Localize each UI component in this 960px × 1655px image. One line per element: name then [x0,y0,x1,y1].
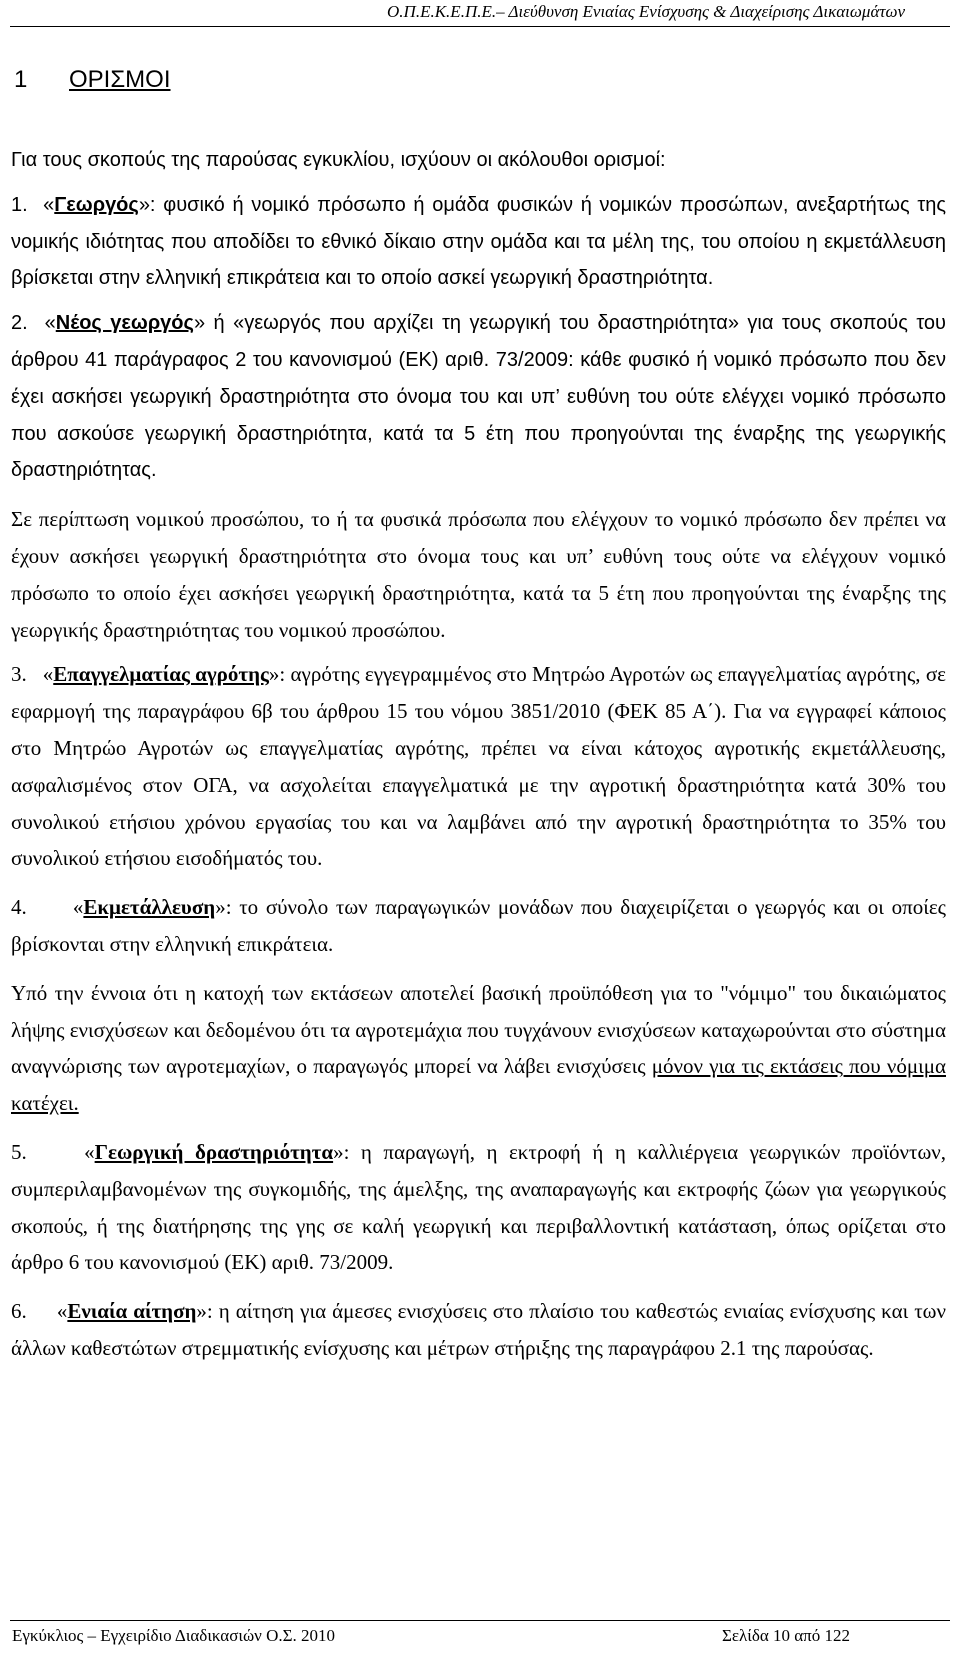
definition-text: »: η αίτηση για άμεσες ενισχύσεις στο πλαίσιο του καθεστώς ενιαίας ενίσχυσης και των άλλων καθεστώτων στρεμματικής ενίσχυσης και μέτρων στήριξης της παραγράφου 2.1 της παρούσας. [11,1299,946,1360]
definition-text: »: αγρότης εγγεγραμμένος στο Μητρώο Αγροτών ως επαγγελματίας αγρότης, σε εφαρμογή της παραγράφου 6β του άρθρου 15 του νόμου 3851/2010 (ΦΕΚ 85 Α΄). Για να εγγραφεί κάποιος στο Μητρώο Αγροτών ως επαγγελματίας αγρότης, πρέπει να είναι κάτοχος αγροτικής εκμετάλλευσης, ασφαλισμένος στον ΟΓΑ, να ασχολείται επαγγελματικά με την αγροτική δραστηριότητα κατά 30% του συνολικού ετήσιου χρόνου εργασίας του και να λαμβάνει από την αγροτική δραστηριότητα το 35% του συνολικού ετήσιου εισοδήματός του. [11,662,946,871]
definition-4: 4. «Εκμετάλλευση»: το σύνολο των παραγωγικών μονάδων που διαχειρίζεται ο γεωργός και οι οποίες βρίσκονται στην ελληνική επικράτεια. [11,895,946,956]
definition-text: »: η παραγωγή, η εκτροφή ή η καλλιέργεια γεωργικών προϊόντων, συμπεριλαμβανομένων της συγκομιδής, της άμελξης, της αναπαραγωγής και εκτροφής ζώων για γεωργικούς σκοπούς, ή της διατήρησης της γης σε καλή γεωργική και περιβαλλοντική κατάσταση, όπως ορίζεται στο άρθρο 6 του κανονισμού (ΕΚ) αριθ. 73/2009. [11,1139,947,1275]
definition-2-extra: Σε περίπτωση νομικού προσώπου, το ή τα φυσικά πρόσωπα που ελέγχουν το νομικό πρόσωπο δεν πρέπει να έχουν ασκήσει γεωργική δραστηριότητα στο όνομα τους και υπ’ ευθύνη τους ούτε να ελέγχουν νομικό πρόσωπο το οποίο έχει ασκήσει γεωργική δραστηριότητα, κατά τα 5 έτη που προηγούνται της έναρξης της γεωργικής δραστηριότητας του νομικού προσώπου. [11,507,946,642]
section-title: ΟΡΙΣΜΟΙ [69,66,171,93]
header-rule [10,26,950,27]
definition-text: »: φυσικό ή νομικό πρόσωπο ή ομάδα φυσικών ή νομικών προσώπων, ανεξαρτήτως της νομικής ιδιότητας που αποδίδει το εθνικό δίκαιο στην ομάδα και τα μέλη της, του οποίου η εκμετάλλευση βρίσκεται στην ελληνική επικράτεια και το οποίο ασκεί γεωργική δραστηριότητα. [11,193,946,290]
footer-page-number: Σελίδα 10 από 122 [721,1626,850,1645]
definition-extra-underlined: μόνον για τις εκτάσεις που νόμιμα κατέχει. [11,1054,946,1116]
definition-number: 5. [11,1139,27,1164]
definition-4-extra [11,975,946,1122]
document-body [11,142,946,1367]
running-header: Ο.Π.Ε.Κ.Ε.Π.Ε.– Διεύθυνση Ενιαίας Ενίσχυσης & Διαχείρισης Δικαιωμάτων [387,2,905,21]
definition-term: Γεωργός [54,193,139,216]
definition-number: 6. [11,1299,27,1324]
definition-term: Εκμετάλλευση [83,895,216,920]
definition-text: » ή «γεωργός που αρχίζει τη γεωργική του δραστηριότητα» για τους σκοπούς του άρθρου 41 παράγραφος 2 του κανονισμού (ΕΚ) αριθ. 73/2009: κάθε φυσικό ή νομικό πρόσωπο που δεν έχει ασκήσει γεωργική δραστηριότητα στο όνομα του και υπ’ ευθύνη του ούτε ελέγχει νομικό πρόσωπο που ασκούσε γεωργική δραστηριότητα, κατά τα 5 έτη που προηγούνται της έναρξης της γεωργικής δραστηριότητας. [11,312,946,482]
definition-term: Ενιαία αίτηση [67,1299,197,1324]
footer-rule [10,1620,950,1621]
definition-3: 3. «Επαγγελματίας αγρότης»: αγρότης εγγεγραμμένος στο Μητρώο Αγροτών ως επαγγελματίας αγρότης, σε εφαρμογή της παραγράφου 6β του άρθρου 15 του νόμου 3851/2010 (ΦΕΚ 85 Α΄). Για να εγγραφεί κάποιος στο Μητρώο Αγροτών ως επαγγελματίας αγρότης, πρέπει να είναι κάτοχος αγροτικής εκμετάλλευσης, ασφαλισμένος στον ΟΓΑ, να ασχολείται επαγγελματικά με την αγροτική δραστηριότητα κατά 30% του συνολικού ετήσιου χρόνου εργασίας του και να λαμβάνει από την αγροτική δραστηριότητα το 35% του συνολικού ετήσιου εισοδήματός του. [11,662,946,871]
definition-5: 5. «Γεωργική δραστηριότητα»: η παραγωγή, η εκτροφή ή η καλλιέργεια γεωργικών προϊόντων, συμπεριλαμβανομένων της συγκομιδής, της άμελξης, της αναπαραγωγής και εκτροφής ζώων για γεωργικούς σκοπούς, ή της διατήρησης της γης σε καλή γεωργική και περιβαλλοντική κατάσταση, όπως ορίζεται στο άρθρο 6 του κανονισμού (ΕΚ) αριθ. 73/2009. [11,1139,947,1275]
intro-paragraph: Για τους σκοπούς της παρούσας εγκυκλίου, ισχύουν οι ακόλουθοι ορισμοί: [11,149,666,171]
definition-number: 4. [11,895,27,920]
section-number: 1 [14,66,28,93]
definition-term: Νέος γεωργός [55,312,194,335]
footer-document-title: Εγκύκλιος – Εγχειρίδιο Διαδικασιών Ο.Σ. 2010 [12,1626,335,1645]
definition-number: 2. [11,312,28,335]
definition-text: »: το σύνολο των παραγωγικών μονάδων που διαχειρίζεται ο γεωργός και οι οποίες βρίσκονται στην ελληνική επικράτεια. [11,895,946,956]
definition-number: 1. [11,193,28,216]
definition-2: 2. «Νέος γεωργός» ή «γεωργός που αρχίζει τη γεωργική του δραστηριότητα» για τους σκοπούς του άρθρου 41 παράγραφος 2 του κανονισμού (ΕΚ) αριθ. 73/2009: κάθε φυσικό ή νομικό πρόσωπο που δεν έχει ασκήσει γεωργική δραστηριότητα στο όνομα του και υπ’ ευθύνη του ούτε ελέγχει νομικό πρόσωπο που ασκούσε γεωργική δραστηριότητα, κατά τα 5 έτη που προηγούνται της έναρξης της γεωργικής δραστηριότητας. [11,312,946,482]
definition-extra-text: Υπό την έννοια ότι η κατοχή των εκτάσεων αποτελεί βασική προϋπόθεση για το "νόμιμο" του δικαιώματος λήψης ενισχύσεων και δεδομένου ότι τα αγροτεμάχια που τυγχάνουν ενισχύσεων καταχωρούνται στο σύστημα αναγνώρισης των αγροτεμαχίων, ο παραγωγός μπορεί να λάβει ενισχύσεις [11,980,946,1079]
definition-1: 1. «Γεωργός»: φυσικό ή νομικό πρόσωπο ή ομάδα φυσικών ή νομικών προσώπων, ανεξαρτήτως της νομικής ιδιότητας που αποδίδει το εθνικό δίκαιο στην ομάδα και τα μέλη της, του οποίου η εκμετάλλευση βρίσκεται στην ελληνική επικράτεια και το οποίο ασκεί γεωργική δραστηριότητα. [11,193,946,290]
definition-6: 6. «Ενιαία αίτηση»: η αίτηση για άμεσες ενισχύσεις στο πλαίσιο του καθεστώς ενιαίας ενίσχυσης και των άλλων καθεστώτων στρεμματικής ενίσχυσης και μέτρων στήριξης της παραγράφου 2.1 της παρούσας. [11,1299,946,1360]
definition-term: Γεωργική δραστηριότητα [94,1139,334,1164]
definition-term: Επαγγελματίας αγρότης [53,662,269,687]
definition-number: 3. [11,662,27,687]
section-heading [14,66,171,94]
